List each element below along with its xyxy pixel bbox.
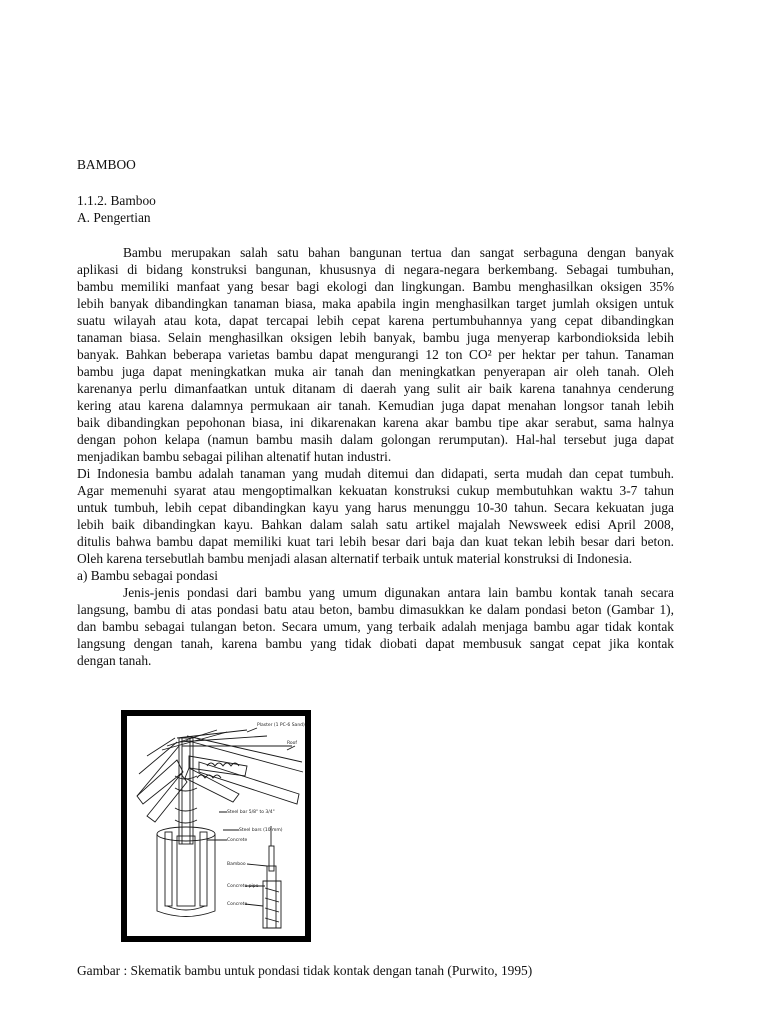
paragraph-line: ditulis bahwa bambu dapat memiliki kuat tari lebih besar dari baja dan kuat tekan lebih besar dari beton.	[77, 534, 674, 549]
figure-label: Steel bars (10 mm)	[239, 828, 283, 833]
paragraph-line: langsung dengan tanah, karena bambu yang tidak diobati dapat membusuk sangat cepat jika kontak	[77, 636, 674, 651]
paragraph-line: Agar memenuhi syarat atau mengoptimalkan kekuatan konstruksi cukup membutuhkan waktu 3-7 tahun	[77, 483, 674, 498]
paragraph-line: bambu memiliki manfaat yang besar bagi ekologi dan lingkungan. Bambu menghasilkan oksigen 35%	[77, 279, 674, 294]
figure-label: Steel bar 5/8" to 3/4"	[227, 810, 275, 815]
figure-label: Concrete	[227, 902, 248, 907]
subheading: a) Bambu sebagai pondasi	[77, 568, 218, 583]
figure-label: Concrete pipe	[227, 884, 259, 889]
foundation-diagram-figure	[121, 710, 311, 942]
paragraph-line: Di Indonesia bambu adalah tanaman yang mudah ditemui dan didapati, serta mudah dan cepat tumbuh.	[77, 466, 674, 481]
paragraph-line: lebih baik dibandingkan kayu. Bahkan dalam salah satu artikel majalah Newsweek edisi April 2008,	[77, 517, 674, 532]
paragraph-line: aplikasi di bidang konstruksi bangunan, khususnya di negara-negara berkembang. Sebagai tumbuhan,	[77, 262, 674, 277]
document-heading: BAMBOO	[77, 157, 136, 172]
paragraph-line: langsung, bambu di atas pondasi batu atau beton, bambu dimasukkan ke dalam pondasi beton (Gambar 1),	[77, 602, 674, 617]
paragraph-line: tanaman biasa. Selain menghasilkan oksigen lebih banyak, bambu juga menyerap karbondioksida lebih	[77, 330, 674, 345]
paragraph-line: suatu wilayah atau kota, dapat tercapai lebih cepat karena pertumbuhannya yang cepat dibandingkan	[77, 313, 674, 328]
bamboo-foundation-sketch	[127, 716, 305, 936]
paragraph-line: lebih banyak dibandingkan tanaman biasa, maka apabila ingin menghasilkan target jumlah oksigen untuk	[77, 296, 674, 311]
figure-label: Concrete	[227, 838, 248, 843]
paragraph-line: untuk tumbuh, lebih cepat dibandingkan kayu yang harus menunggu 10-30 tahun. Secara kekuatan juga	[77, 500, 674, 515]
figure-label: Roof	[287, 741, 298, 746]
paragraph-line: karenanya perlu dimanfaatkan untuk ditanam di daerah yang sulit air baik karena tanahnya cenderung	[77, 381, 674, 396]
figure-caption: Gambar : Skematik bambu untuk pondasi tidak kontak dengan tanah (Purwito, 1995)	[77, 963, 533, 978]
subsection-title: A. Pengertian	[77, 210, 151, 225]
paragraph-line: banyak. Bahkan beberapa varietas bambu dapat mengurangi 12 ton CO² per hektar per tahun. Tanaman	[77, 347, 674, 362]
paragraph-line: Oleh karena tersebutlah bambu menjadi alasan alternatif terbaik untuk material konstruksi di Indonesia.	[77, 551, 633, 566]
figure-label: Bamboo	[227, 862, 246, 867]
paragraph-line: dengan pohon kelapa (namun bambu masih dalam golongan rerumputan). Hal-hal tersebut juga dapat	[77, 432, 674, 447]
paragraph-line: bambu juga dapat meningkatkan muka air tanah dan meningkatkan penyerapan air oleh tanah. Oleh	[77, 364, 674, 379]
section-title: 1.1.2. Bamboo	[77, 193, 156, 208]
paragraph-line: kering atau karena dalamnya permukaan air tanah. Kemudian juga dapat menahan longsor tanah lebih	[77, 398, 674, 413]
paragraph-line: Bambu merupakan salah satu bahan bangunan tertua dan sangat serbaguna dengan banyak	[123, 245, 674, 260]
figure-label: Plaster (1 PC-6 Sand)	[257, 723, 305, 728]
paragraph-line: Jenis-jenis pondasi dari bambu yang umum digunakan antara lain bambu kontak tanah secara	[123, 585, 674, 600]
paragraph-line: dengan tanah.	[77, 653, 152, 668]
paragraph-line: dan bambu sebagai tulangan beton. Secara umum, yang terbaik adalah menjaga bambu agar tidak kontak	[77, 619, 674, 634]
paragraph-line: menjadikan bambu sebagai pilihan altenatif hutan industri.	[77, 449, 392, 464]
paragraph-line: baik dibandingkan pepohonan biasa, ini dikarenakan karena akar bambu tipe akar serabut, sama halnya	[77, 415, 674, 430]
